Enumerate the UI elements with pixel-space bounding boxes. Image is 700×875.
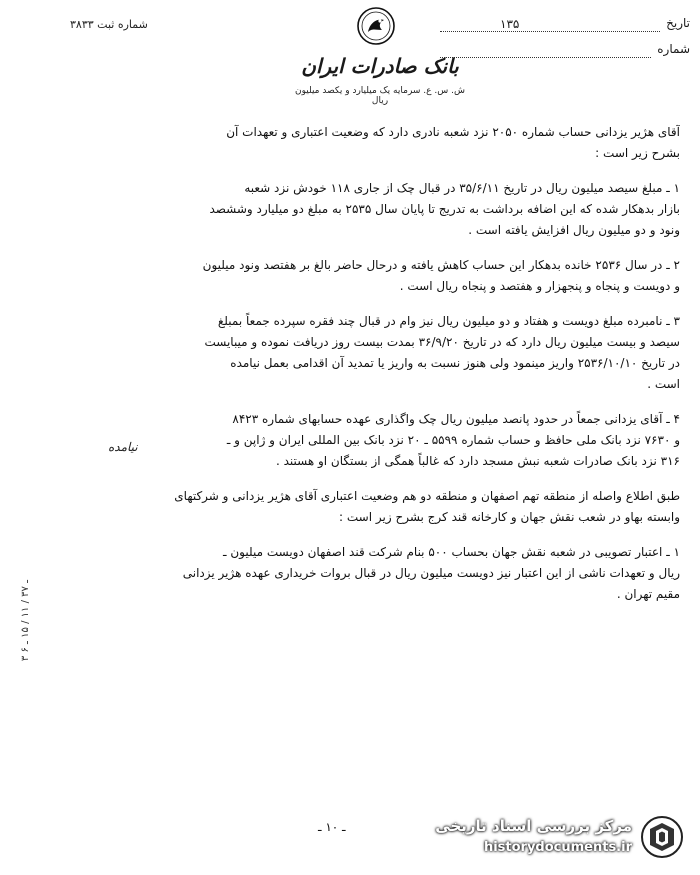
watermark bbox=[428, 811, 688, 865]
text-line: آقای هژیر یزدانی حساب شماره ۲۰۵۰ نزد شعبه نادری دارد که وضعیت اعتباری و تعهدات آن bbox=[226, 125, 680, 139]
text-line: وابسته بهاو در شعب نقش جهان و کارخانه قند کرج بشرح زیر است : bbox=[339, 510, 680, 524]
number-line bbox=[440, 41, 651, 58]
text-line: ۲ ـ در سال ۲۵۳۶ خانده بدهکار این حساب کاهش یافته و درحال حاضر بالغ بر هفتصد ونود میلیون bbox=[202, 258, 680, 272]
registration-number: شماره ثبت ۳۸۳۳ bbox=[70, 18, 148, 31]
date-label: تاریخ bbox=[666, 16, 690, 30]
text-line: ۱ ـ مبلغ سیصد میلیون ریال در تاریخ ۳۵/۶/۱۱ در قبال چک از جاری ۱۱۸ خودش نزد شعبه bbox=[244, 181, 680, 195]
date-line bbox=[440, 15, 660, 32]
text-line: ۱ ـ اعتبار تصویبی در شعبه نقش جهان بحساب ۵۰۰ بنام شرکت قند اصفهان دویست میلیون ـ bbox=[223, 545, 680, 559]
date-year: ۱۳۵ bbox=[500, 16, 520, 31]
text-line: ریال و تعهدات ناشی از این اعتبار نیز دویست میلیون ریال در قبال بروات خریداری عهده هژیر یزدانی bbox=[182, 566, 680, 580]
watermark-url: historydocuments.ir bbox=[483, 840, 632, 855]
text-line: و ۷۶۳۰ نزد بانک ملی حافظ و حساب شماره ۵۵۹۹ ـ ۲۰ نزد بانک بین المللی ایران و ژاپن و ـ bbox=[226, 433, 680, 447]
handwritten-note: نیامده bbox=[108, 440, 138, 454]
text-line: ۳ ـ نامبرده مبلغ دویست و هفتاد و دو میلیون ریال نیز وام در قبال چند فقره سپرده جمعاً بمبلغ bbox=[217, 314, 680, 328]
text-line: بازار بدهکار شده که این اضافه برداشت به تدریج تا پایان سال ۲۵۳۵ به مبلغ دو میلیارد وششصد bbox=[209, 202, 680, 216]
bank-name: بانک صادرات ایران bbox=[301, 54, 459, 78]
text-line: طبق اطلاع واصله از منطقه تهم اصفهان و منطقه دو هم وضعیت اعتباری آقای هژیر یزدانی و شرکتهای bbox=[174, 489, 680, 503]
date-row bbox=[440, 10, 690, 36]
margin-note: ۳ ـ ۳۷ / ۱۱ / ۱۵ ـ ۶ bbox=[20, 580, 31, 662]
date-number-block bbox=[440, 10, 690, 62]
text-line: بشرح زیر است : bbox=[595, 146, 680, 160]
bank-subtitle: ش. س. ع. سرمایه یک میلیارد و یکصد میلیون ریال bbox=[295, 86, 465, 106]
text-line: و دویست و پنجاه و پنجهزار و هفتصد و پنجاه ریال است . bbox=[399, 279, 680, 293]
text-line: ۳۱۶ نزد بانک صادرات شعبه نبش مسجد دارد که غالباً همگی از بستگان او هستند . bbox=[275, 454, 680, 468]
letter-body bbox=[40, 122, 680, 605]
text-line: ۴ ـ آقای یزدانی جمعاً در حدود پانصد میلیون ریال چک واگذاری عهده حسابهای شماره ۸۴۲۳ bbox=[232, 412, 680, 426]
text-line: است . bbox=[647, 377, 680, 391]
number-row bbox=[440, 36, 690, 62]
bank-emblem-icon bbox=[356, 6, 396, 46]
page-number: ـ ۱۰ ـ bbox=[318, 820, 346, 834]
number-label: شماره bbox=[657, 42, 690, 56]
text-line: مقیم تهران . bbox=[616, 587, 680, 601]
text-line: ونود و دو میلیون ریال افزایش یافته است . bbox=[468, 223, 680, 237]
text-line: در تاریخ ۲۵۳۶/۱۰/۱۰ واریز مینمود ولی هنوز نسبت به واریز یا تمدید آن اقدامی بعمل نیامده bbox=[230, 356, 680, 370]
watermark-logo-icon bbox=[640, 815, 684, 859]
text-line: سیصد و بیست میلیون ریال دارد که در تاریخ ۳۶/۹/۲۰ بمدت بیست روز دریافت نموده و میبایست bbox=[204, 335, 680, 349]
watermark-text bbox=[435, 815, 632, 859]
watermark-title: مرکز بررسی اسناد تاریخی bbox=[435, 817, 632, 835]
